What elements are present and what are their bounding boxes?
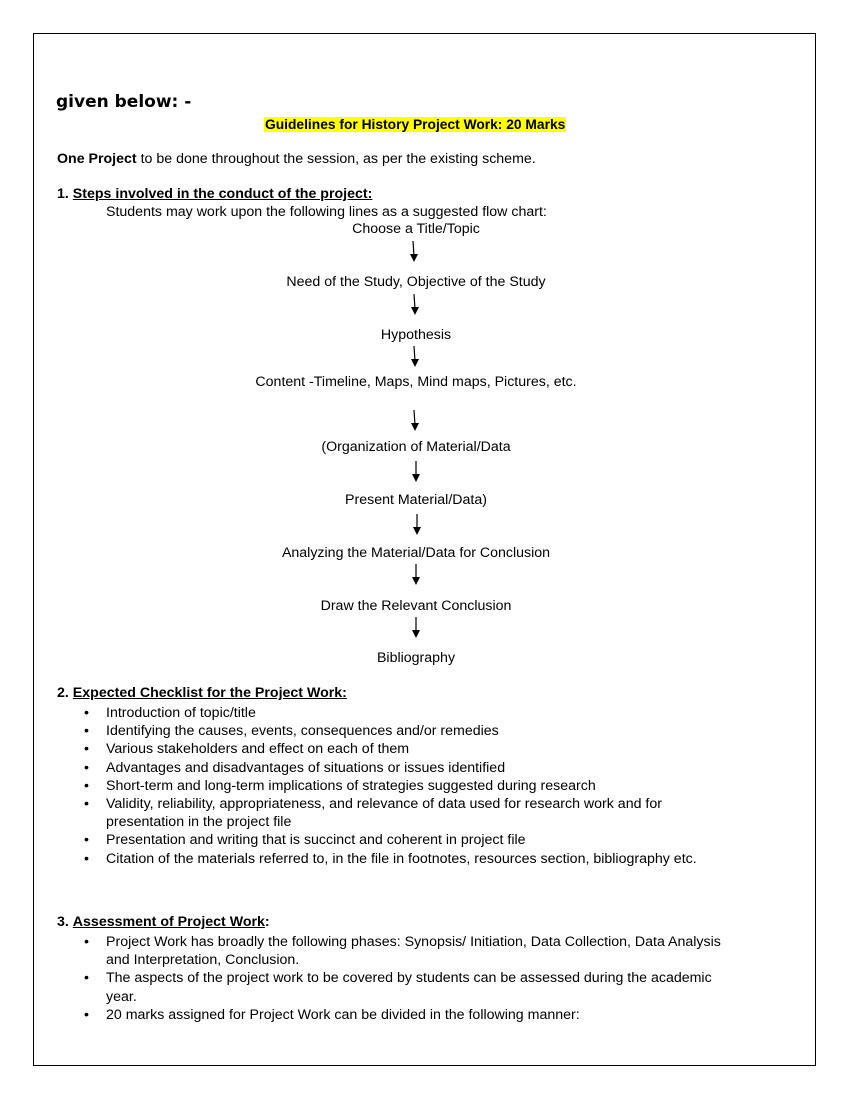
given-below-text: given below: - — [56, 92, 192, 112]
bullet-icon: • — [84, 759, 89, 776]
intro-paragraph — [57, 151, 536, 167]
bullet-icon: • — [84, 741, 89, 758]
list-item-continuation: year. — [106, 988, 137, 1005]
list-item: • Project Work has broadly the following phases: Synopsis/ Initiation, Data Collection, Data Analysis — [84, 934, 721, 950]
flow-step-hypothesis: Hypothesis — [380, 327, 452, 343]
list-item-continuation: and Interpretation, Conclusion. — [106, 952, 300, 969]
section-3-colon: : — [264, 914, 270, 930]
flow-arrow-7 — [410, 564, 420, 586]
list-item: • Various stakeholders and effect on each of them — [84, 741, 410, 758]
checklist — [82, 704, 782, 868]
intro-text: to be done throughout the session, as per the existing scheme. — [136, 151, 536, 167]
flow-step-present: Present Material/Data) — [345, 492, 487, 508]
flow-arrow-2 — [409, 294, 419, 316]
bullet-icon: • — [84, 796, 89, 813]
section-1-number: 1. — [57, 186, 69, 202]
list-item: • 20 marks assigned for Project Work can be divided in the following manner: — [84, 1006, 580, 1023]
section-1-lead: Students may work upon the following lines as a suggested flow chart: — [106, 204, 547, 220]
bullet-icon: • — [84, 934, 89, 950]
flow-arrow-5 — [410, 461, 420, 483]
section-2-title: Expected Checklist for the Project Work: — [72, 685, 347, 701]
bullet-icon: • — [84, 832, 89, 849]
document-title: Guidelines for History Project Work: 20 Marks — [265, 117, 566, 132]
flow-step-analyzing: Analyzing the Material/Data for Conclusion — [281, 545, 551, 561]
flow-arrow-8 — [410, 617, 420, 639]
list-item: • Advantages and disadvantages of situations or issues identified — [84, 759, 506, 776]
bullet-icon: • — [84, 705, 89, 721]
section-2-number: 2. — [57, 685, 69, 701]
flow-step-conclusion: Draw the Relevant Conclusion — [320, 598, 512, 614]
list-item-continuation: presentation in the project file — [106, 814, 292, 831]
flow-arrow-3 — [409, 346, 419, 368]
flow-arrow-6 — [411, 514, 421, 536]
flow-step-content: Content -Timeline, Maps, Mind maps, Pictures, etc. — [255, 374, 577, 390]
list-item: • The aspects of the project work to be covered by students can be assessed during the academic — [84, 970, 712, 987]
list-item: • Presentation and writing that is succinct and coherent in project file — [84, 832, 526, 849]
section-1-title: Steps involved in the conduct of the project: — [72, 186, 373, 202]
bullet-icon: • — [84, 1006, 89, 1023]
bullet-icon: • — [84, 970, 89, 987]
list-item: • Short-term and long-term implications of strategies suggested during research — [84, 777, 596, 794]
bullet-icon: • — [84, 777, 89, 794]
assessment-list — [82, 933, 782, 1024]
intro-bold: One Project — [57, 151, 137, 167]
flow-arrow-4 — [409, 410, 419, 432]
flow-arrow-1 — [408, 241, 418, 263]
section-1-heading — [57, 186, 372, 202]
bullet-icon: • — [84, 850, 89, 867]
flow-step-need-objective: Need of the Study, Objective of the Study — [286, 274, 546, 290]
flow-step-bibliography: Bibliography — [376, 650, 456, 666]
section-2-heading — [57, 685, 347, 701]
section-3-title: Assessment of Project Work — [72, 914, 265, 930]
list-item: • Citation of the materials referred to, in the file in footnotes, resources section, bibliography etc. — [84, 850, 697, 867]
bullet-icon: • — [84, 723, 89, 740]
section-3-number: 3. — [57, 914, 69, 930]
list-item: • Introduction of topic/title — [84, 705, 256, 721]
list-item: • Identifying the causes, events, consequences and/or remedies — [84, 723, 499, 740]
flow-step-organization: (Organization of Material/Data — [321, 439, 511, 455]
section-3-heading — [57, 914, 270, 930]
list-item: • Validity, reliability, appropriateness, and relevance of data used for research work and for — [84, 796, 662, 813]
flow-step-title-topic: Choose a Title/Topic — [352, 221, 480, 237]
